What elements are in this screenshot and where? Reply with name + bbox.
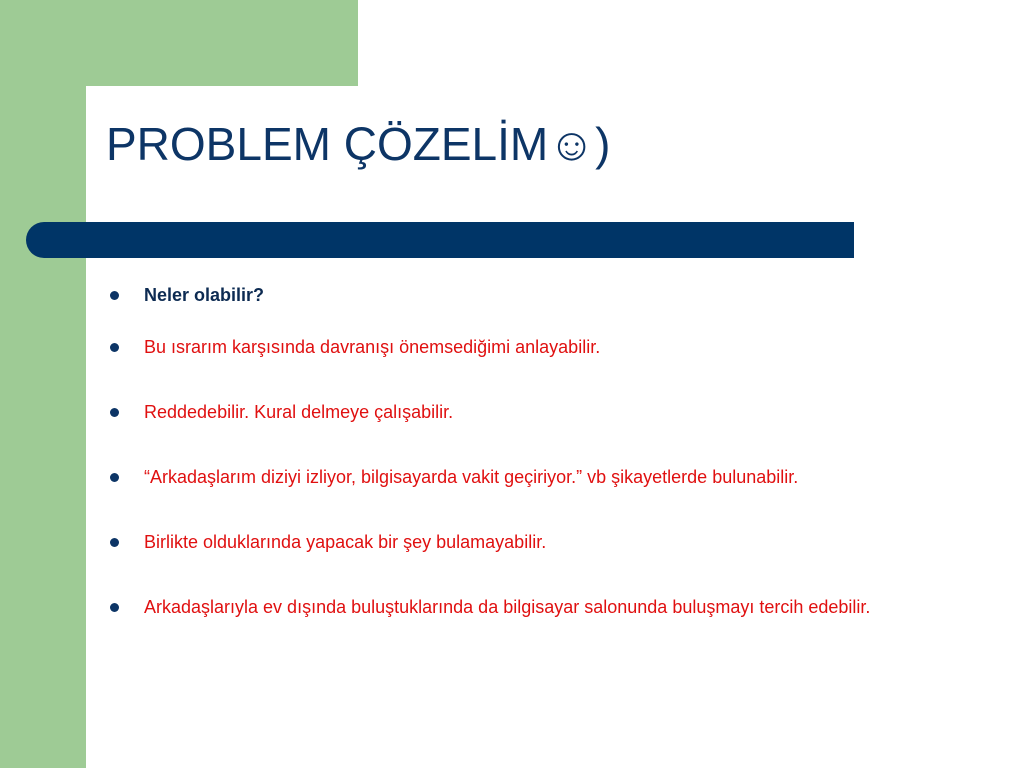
- bullet-text: “Arkadaşlarım diziyi izliyor, bilgisayarda vakit geçiriyor.” vb şikayetlerde bulunabilir.: [144, 467, 799, 487]
- bullet-dot-icon: [110, 343, 119, 352]
- bullet-list: [106, 280, 996, 620]
- bullet-item-heading: [106, 282, 996, 308]
- bullet-text: Bu ısrarım karşısında davranışı önemsediğimi anlayabilir.: [144, 337, 601, 357]
- bullet-item: [106, 464, 996, 490]
- bullet-dot-icon: [110, 473, 119, 482]
- bullet-item: [106, 594, 996, 620]
- bullet-item: [106, 529, 996, 555]
- bullet-text: Reddedebilir. Kural delmeye çalışabilir.: [144, 402, 454, 422]
- bullet-text: Arkadaşlarıyla ev dışında buluştuklarında da bilgisayar salonunda buluşmayı tercih edebilir.: [144, 597, 871, 617]
- green-top-band: [0, 0, 358, 86]
- green-side-band: [0, 0, 86, 768]
- bullet-dot-icon: [110, 408, 119, 417]
- bullet-text: Birlikte olduklarında yapacak bir şey bulamayabilir.: [144, 532, 547, 552]
- bullet-item: [106, 399, 996, 425]
- bullet-item: [106, 334, 996, 360]
- bullet-dot-icon: [110, 603, 119, 612]
- bullet-text: Neler olabilir?: [144, 285, 265, 305]
- bullet-dot-icon: [110, 538, 119, 547]
- slide-title: PROBLEM ÇÖZELİM☺): [106, 118, 611, 170]
- title-underline-bar: [26, 222, 854, 258]
- bullet-dot-icon: [110, 291, 119, 300]
